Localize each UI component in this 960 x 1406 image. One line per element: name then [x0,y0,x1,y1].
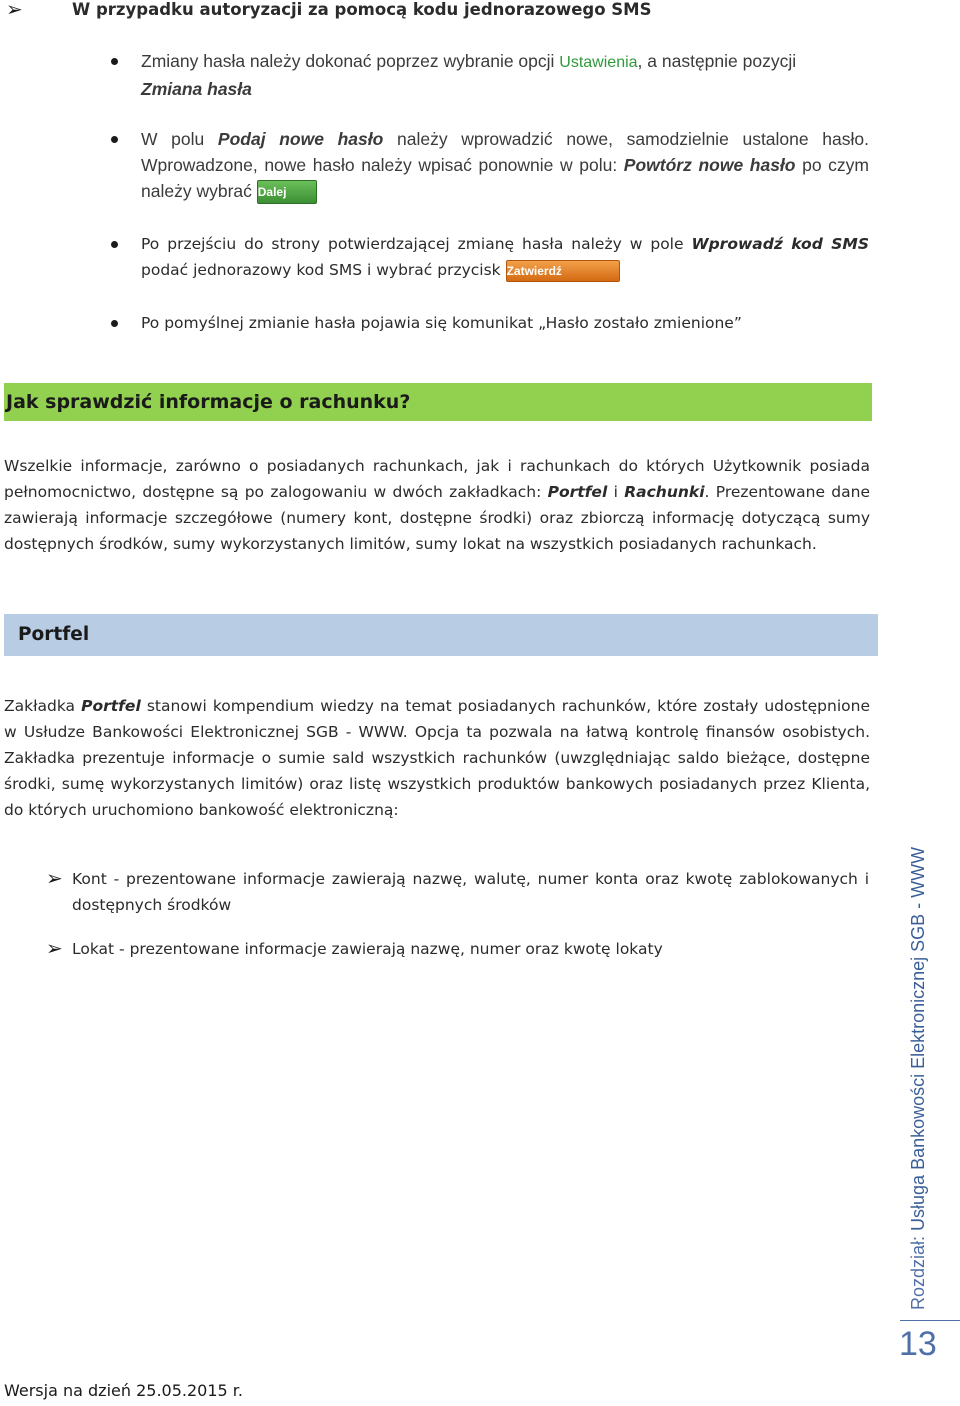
account-paragraph: Wszelkie informacje, zarówno o posiadanych rachunkach, jak i rachunkach do których Użytkownik posiada pełnomocnictwo, dostępne są po zalogowaniu w dwóch zakładkach: Portfel i Rachunki. Prezentowane dane zawierają informacje szczegółowe (numery kont, dostępne środki) oraz zbiorczą informację dotyczącą sumy dostępnych środków, sumy wykorzystanych limitów, sumy lokat na wszystkich posiadanych rachunkach. [4,457,870,553]
list-item: Po pomyślnej zmianie hasła pojawia się komunikat „Hasło zostało zmienione” [141,314,742,332]
page-number: 13 [899,1325,937,1363]
section-title: W przypadku autoryzacji za pomocą kodu jednorazowego SMS [72,0,652,19]
footer-version: Wersja na dzień 25.05.2015 r. [4,1381,243,1400]
list-bullet [111,136,118,143]
list-item: W polu Podaj nowe hasło należy wprowadzić nowe, samodzielnie ustalone hasło. Wprowadzone, nowe hasło należy wpisać ponownie w polu: Powtórz nowe hasło po czym należy wybrać Dalej [141,126,869,204]
list-item: Zmiany hasła należy dokonać poprzez wybranie opcji Ustawienia, a następnie pozycji Zmiana hasła [141,51,797,99]
portfel-heading-bar [4,614,878,656]
list-bullet [111,320,118,327]
arrow-bullet-icon: ➢ [46,868,63,890]
list-bullet [111,58,118,65]
list-item: Po przejściu do strony potwierdzającej zmianę hasła należy w pole Wprowadź kod SMS podać jednorazowy kod SMS i wybrać przycisk Zatwierdź [141,231,869,283]
confirm-button: Zatwierdź [506,260,620,282]
list-item: Lokat - prezentowane informacje zawierają nazwę, numer oraz kwotę lokaty [72,940,663,958]
next-button: Dalej [257,180,317,204]
settings-link[interactable]: Ustawienia [559,54,638,71]
section-heading: Jak sprawdzić informacje o rachunku? [6,391,411,413]
arrow-bullet-icon: ➢ [46,938,63,960]
list-item: Kont - prezentowane informacje zawierają nazwę, walutę, numer konta oraz kwotę zablokowanych i dostępnych środków [72,870,869,914]
chapter-label: Rozdział: Usługa Bankowości Elektronicznej SGB - WWW [908,846,928,1310]
divider [900,1320,960,1321]
portfel-heading: Portfel [18,624,90,645]
arrow-bullet-icon: ➢ [6,0,23,21]
list-bullet [111,241,118,248]
portfel-paragraph: Zakładka Portfel stanowi kompendium wiedzy na temat posiadanych rachunków, które zostały udostępnione w Usłudze Bankowości Elektronicznej SGB - WWW. Opcja ta pozwala na łatwą kontrolę finansów osobistych. Zakładka prezentuje informacje o sumie sald wszystkich rachunków (uwzględniając saldo bieżące, dostępne środki, sumę wykorzystanych limitów) oraz listę wszystkich produktów bankowych posiadanych przez Klienta, do których uruchomiono bankowość elektroniczną: [4,697,870,819]
